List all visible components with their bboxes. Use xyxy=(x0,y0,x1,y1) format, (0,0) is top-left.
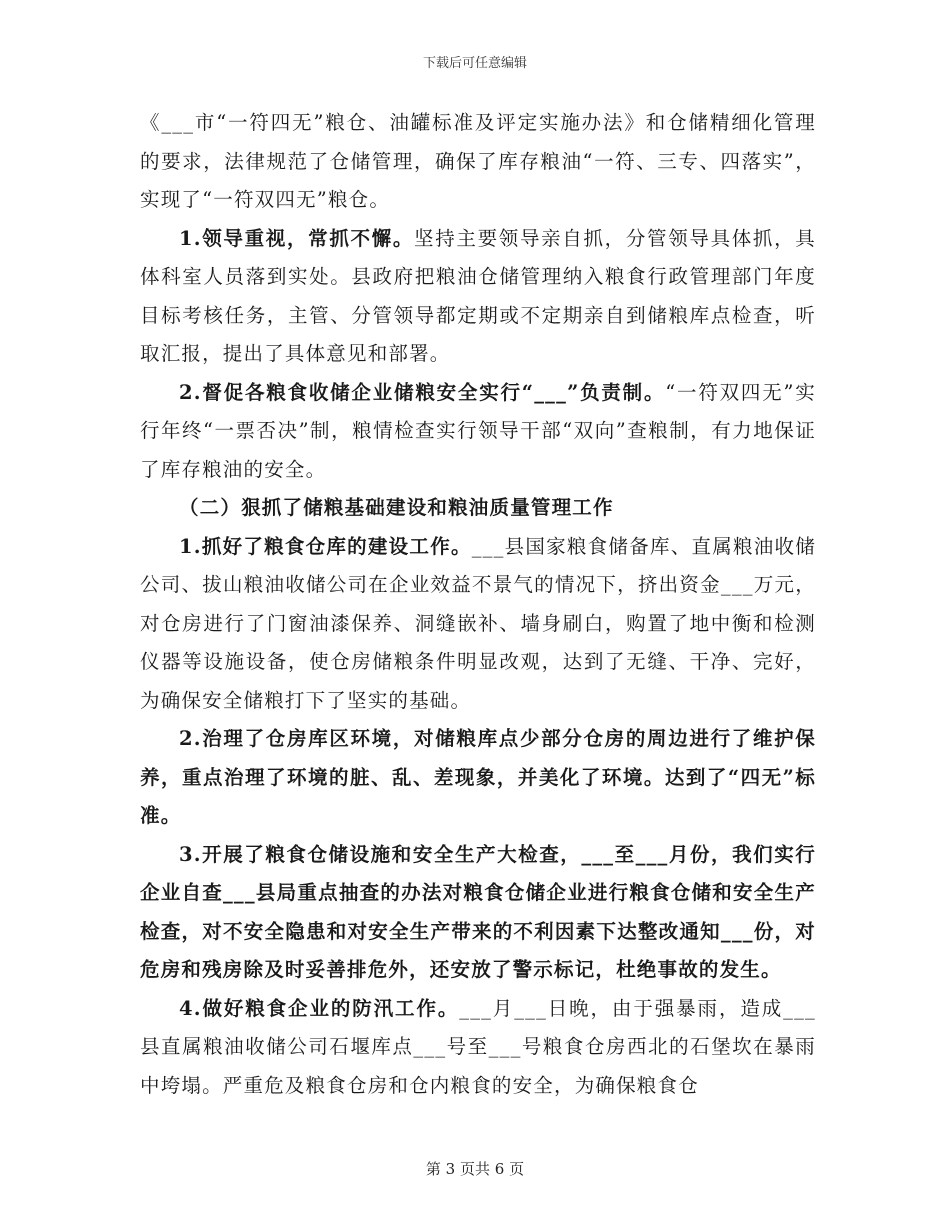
paragraph-text: 《___市“一符四无”粮仓、油罐标准及评定实施办法》和仓储精细化管理的要求，法律规范了仓储管理，确保了库存粮油“一符、三专、四落实”，实现了“一符双四无”粮仓。 xyxy=(140,111,816,211)
paragraph-text: “一符双四无”实行年终“一票否决”制，粮情检查实行领导干部“双向”查粮制，有力地保证了库存粮油的安全。 xyxy=(140,380,816,481)
section-heading: （二）狠抓了储粮基础建设和粮油质量管理工作 xyxy=(179,496,614,519)
page-number: 第 3 页共 6 页 xyxy=(425,1160,525,1178)
paragraph-responsibility xyxy=(140,374,816,490)
page-header: 下载后可任意编辑 xyxy=(422,56,527,71)
paragraph-lead: 1.领导重视，常抓不懈。 xyxy=(179,226,415,250)
paragraph-lead: 4.做好粮食企业的防汛工作。 xyxy=(179,996,460,1020)
paragraph-text: 坚持主要领导亲自抓，分管领导具体抓，具体科室人员落到实处。县政府把粮油仓储管理纳入粮食行政管理部门年度目标考核任务，主管、分管领导都定期或不定期亲自到储粮库点检查，听取汇报，提出了具体意见和部署。 xyxy=(140,226,816,365)
paragraph-environment: 2.治理了仓房库区环境，对储粮库点少部分仓房的周边进行了维护保养，重点治理了环境的脏、乱、差现象，并美化了环境。达到了“四无”标准。 xyxy=(140,727,816,827)
paragraph-warehouse-construction xyxy=(140,528,816,721)
paragraph-text: ___县国家粮食储备库、直属粮油收储公司、拔山粮油收储公司在企业效益不景气的情况下，挤出资金___万元，对仓房进行了门窗油漆保养、洞缝嵌补、墙身刷白，购置了地中衡和检测仪器等设施设备，使仓房储粮条件明显改观，达到了无缝、干净、完好，为确保安全储粮打下了坚实的基础。 xyxy=(140,534,816,712)
paragraph-safety-inspection: 3.开展了粮食仓储设施和安全生产大检查，___至___月份，我们实行企业自查___县局重点抽查的办法对粮食仓储企业进行粮食仓储和安全生产检查，对不安全隐患和对安全生产带来的不利因素下达整改通知___份，对危房和残房除及时妥善排危外，还安放了警示标记，杜绝事故的发生。 xyxy=(140,842,816,981)
paragraph-lead: 2.督促各粮食收储企业储粮安全实行“___”负责制。 xyxy=(179,380,666,404)
paragraph-flood-control xyxy=(140,990,816,1106)
paragraph-text: ___月___日晚，由于强暴雨，造成___县直属粮油收储公司石堰库点___号至___号粮食仓房西北的石堡坎在暴雨中垮塌。严重危及粮食仓房和仓内粮食的安全，为确保粮食仓 xyxy=(140,996,816,1097)
document-body xyxy=(140,104,816,1105)
paragraph-intro xyxy=(140,104,816,220)
paragraph-lead: 1.抓好了粮食仓库的建设工作。 xyxy=(179,534,472,558)
paragraph-leadership xyxy=(140,220,816,374)
